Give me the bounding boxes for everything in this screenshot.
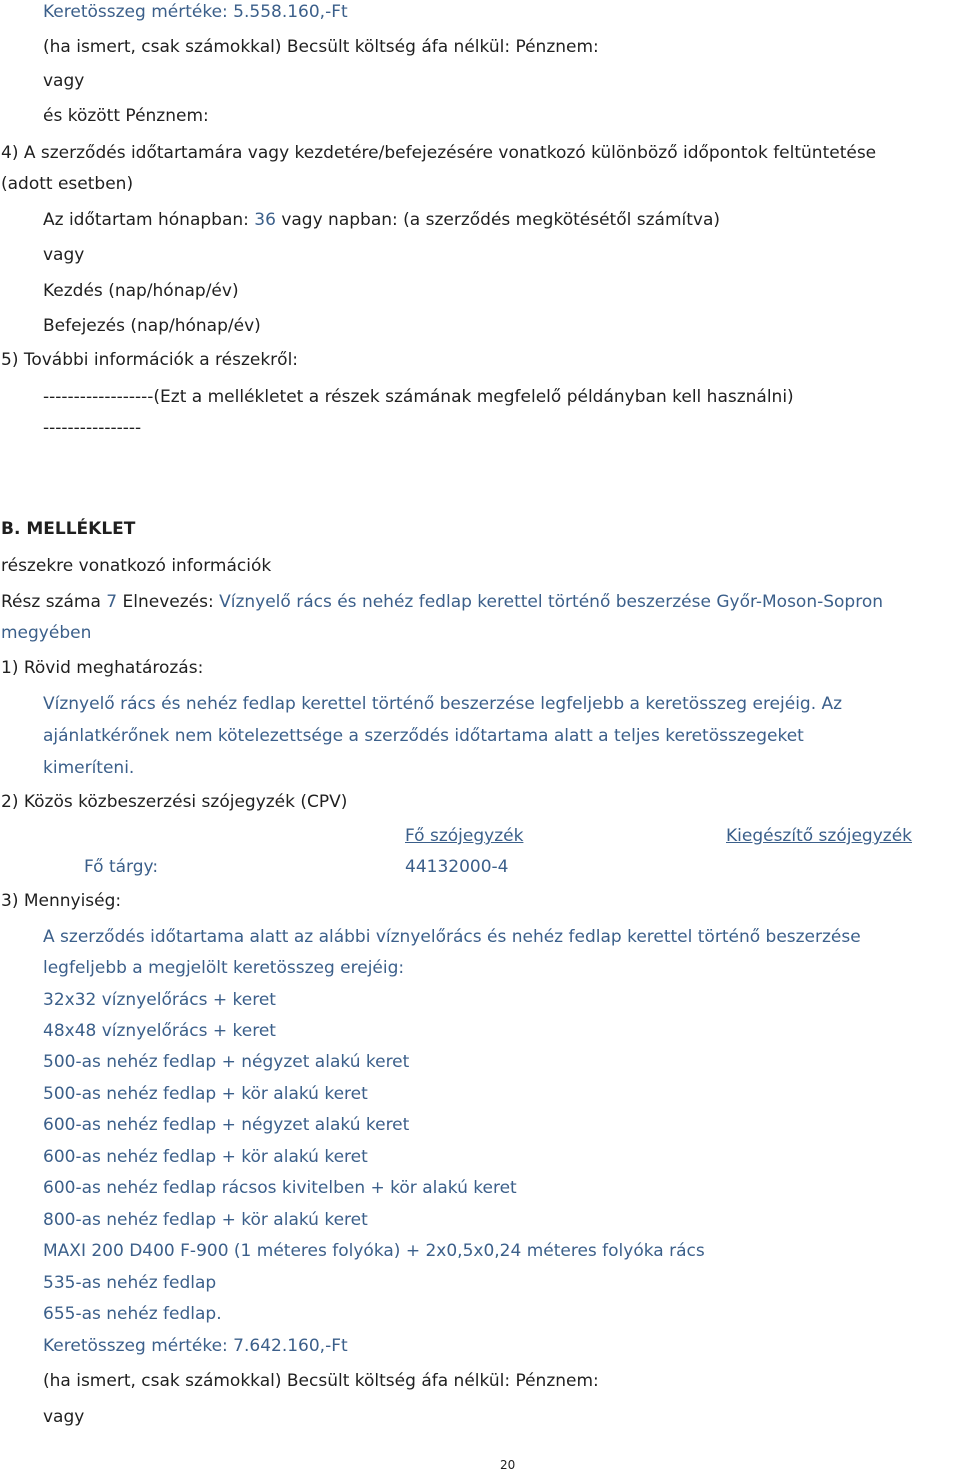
short-description-text: kimeríteni. [43, 758, 135, 778]
part-number-label: Rész száma [1, 592, 101, 612]
list-item: 32x32 víznyelőrács + keret [43, 990, 276, 1010]
section-5-heading: 5) További információk a részekről: [1, 350, 299, 370]
list-item: 500-as nehéz fedlap + kör alakú keret [43, 1084, 368, 1104]
frame-amount-1: Keretösszeg mértéke: 5.558.160,-Ft [43, 2, 348, 22]
list-item: 655-as nehéz fedlap. [43, 1304, 222, 1324]
part-name-value: Víznyelő rács és nehéz fedlap kerettel történő beszerzése Győr-Moson-Sopron [219, 592, 884, 612]
list-item: 600-as nehéz fedlap rácsos kivitelben + kör alakú keret [43, 1178, 517, 1198]
section-4-heading: 4) A szerződés időtartamára vagy kezdetére/befejezésére vonatkozó különböző időpontok feltüntetése [1, 143, 877, 163]
end-date-label: Befejezés (nap/hónap/év) [43, 316, 261, 336]
frame-amount-2: Keretösszeg mértéke: 7.642.160,-Ft [43, 1336, 348, 1356]
part-name-value-cont: megyében [1, 623, 92, 643]
cpv-main-object-label: Fő tárgy: [84, 857, 159, 877]
list-item: 48x48 víznyelőrács + keret [43, 1021, 276, 1041]
cpv-supplementary-vocabulary-header: Kiegészítő szójegyzék [726, 826, 912, 846]
quantity-intro: legfeljebb a megjelölt keretösszeg erejéig: [43, 958, 405, 978]
part-line [1, 592, 883, 612]
section-4-heading-cont: (adott esetben) [1, 174, 134, 194]
duration-months-value: 36 [254, 210, 276, 230]
list-item: 600-as nehéz fedlap + kör alakú keret [43, 1147, 368, 1167]
duration-days-label: vagy napban: (a szerződés megkötésétől számítva) [281, 210, 721, 230]
or-text: vagy [43, 71, 85, 91]
part-name-label: Elnevezés: [122, 592, 214, 612]
or-text: vagy [43, 1407, 85, 1427]
quantity-intro: A szerződés időtartama alatt az alábbi víznyelőrács és nehéz fedlap kerettel történő beszerzése [43, 927, 861, 947]
short-description-text: ajánlatkérőnek nem kötelezettsége a szerződés időtartama alatt a teljes keretösszegeket [43, 726, 804, 746]
cpv-heading: 2) Közös közbeszerzési szójegyzék (CPV) [1, 792, 348, 812]
between-currency-line: és között Pénznem: [43, 106, 209, 126]
list-item: 535-as nehéz fedlap [43, 1273, 217, 1293]
list-item: 600-as nehéz fedlap + négyzet alakú keret [43, 1115, 410, 1135]
or-text: vagy [43, 245, 85, 265]
cpv-code-value: 44132000-4 [405, 857, 509, 877]
short-description-heading: 1) Rövid meghatározás: [1, 658, 204, 678]
part-number-value: 7 [106, 592, 118, 612]
quantity-heading: 3) Mennyiség: [1, 891, 122, 911]
short-description-text: Víznyelő rács és nehéz fedlap kerettel történő beszerzése legfeljebb a keretösszeg erejéig. Az [43, 694, 843, 714]
list-item: MAXI 200 D400 F-900 (1 méteres folyóka) + 2x0,5x0,24 méteres folyóka rács [43, 1241, 705, 1261]
list-item: 500-as nehéz fedlap + négyzet alakú keret [43, 1052, 410, 1072]
start-date-label: Kezdés (nap/hónap/év) [43, 281, 239, 301]
estimated-cost-line: (ha ismert, csak számokkal) Becsült költség áfa nélkül: Pénznem: [43, 1371, 599, 1391]
duration-line [43, 210, 720, 230]
separator-note: ------------------(Ezt a mellékletet a részek számának megfelelő példányban kell használni) [43, 387, 794, 407]
cpv-main-vocabulary-header: Fő szójegyzék [405, 826, 524, 846]
separator-dashes: ---------------- [43, 418, 142, 438]
estimated-cost-line: (ha ismert, csak számokkal) Becsült költség áfa nélkül: Pénznem: [43, 37, 599, 57]
list-item: 800-as nehéz fedlap + kör alakú keret [43, 1210, 368, 1230]
page-number: 20 [500, 1458, 516, 1472]
annex-subtitle: részekre vonatkozó információk [1, 556, 272, 576]
annex-title: B. MELLÉKLET [1, 519, 136, 539]
duration-label: Az időtartam hónapban: [43, 210, 249, 230]
